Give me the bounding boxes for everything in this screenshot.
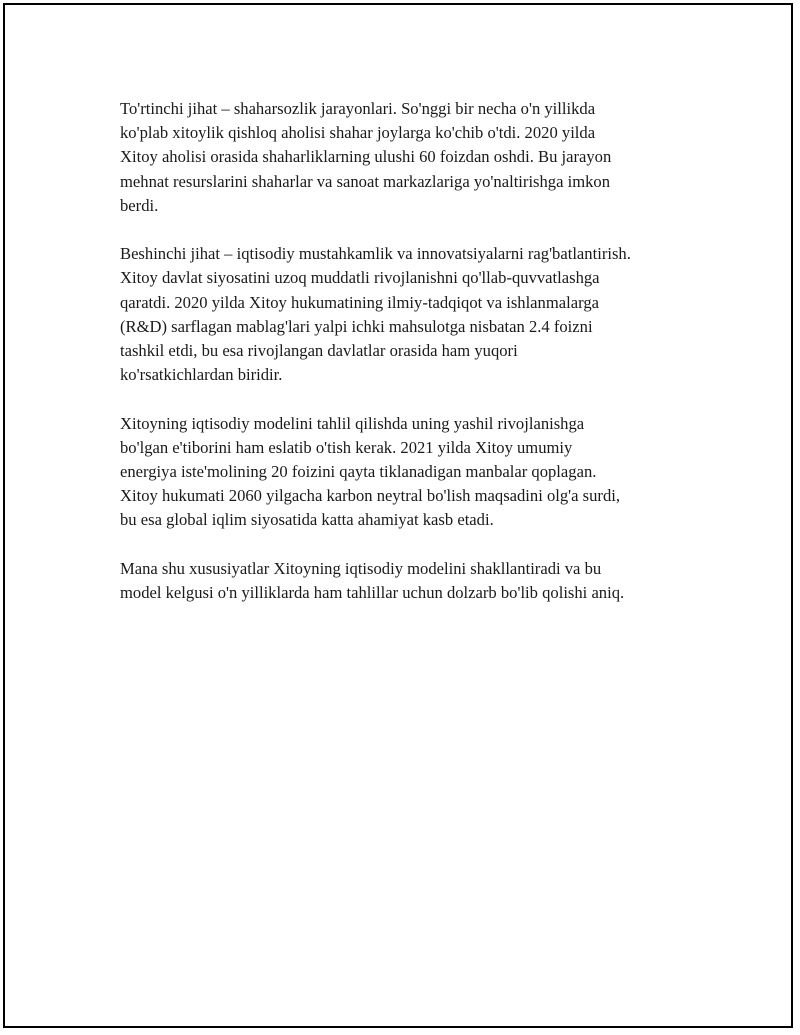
text-line: bu esa global iqlim siyosatida katta ahamiyat kasb etadi. bbox=[120, 510, 494, 530]
paragraph-innovation bbox=[120, 242, 700, 387]
paragraph-green-development bbox=[120, 412, 700, 533]
text-line: qaratdi. 2020 yilda Xitoy hukumatining ilmiy-tadqiqot va ishlanmalarga bbox=[120, 292, 599, 312]
text-line: Xitoyning iqtisodiy modelini tahlil qilishda uning yashil rivojlanishga bbox=[120, 413, 585, 433]
document-page bbox=[3, 3, 793, 1028]
text-line: mehnat resurslarini shaharlar va sanoat markazlariga yo'naltirishga imkon bbox=[120, 171, 611, 191]
text-line: Mana shu xususiyatlar Xitoyning iqtisodiy modelini shakllantiradi va bu bbox=[120, 558, 602, 578]
text-line: tashkil etdi, bu esa rivojlangan davlatlar orasida ham yuqori bbox=[120, 341, 518, 361]
text-line: Xitoy hukumati 2060 yilgacha karbon neytral bo'lish maqsadini olg'a surdi, bbox=[120, 486, 621, 506]
text-line: berdi. bbox=[120, 195, 159, 215]
paragraph-urbanization bbox=[120, 97, 700, 218]
text-line: bo'lgan e'tiborini ham eslatib o'tish kerak. 2021 yilda Xitoy umumiy bbox=[120, 437, 573, 457]
text-line: ko'plab xitoylik qishloq aholisi shahar joylarga ko'chib o'tdi. 2020 yilda bbox=[120, 123, 596, 143]
text-line: (R&D) sarflagan mablag'lari yalpi ichki mahsulotga nisbatan 2.4 foizni bbox=[120, 316, 593, 336]
text-line: Xitoy davlat siyosatini uzoq muddatli rivojlanishni qo'llab-quvvatlashga bbox=[120, 268, 600, 288]
text-line: model kelgusi o'n yilliklarda ham tahlillar uchun dolzarb bo'lib qolishi aniq. bbox=[120, 583, 625, 603]
text-line: Beshinchi jihat – iqtisodiy mustahkamlik va innovatsiyalarni rag'batlantirish. bbox=[120, 244, 631, 264]
text-line: energiya iste'molining 20 foizini qayta tiklanadigan manbalar qoplagan. bbox=[120, 462, 597, 482]
text-line: To'rtinchi jihat – shaharsozlik jarayonlari. So'nggi bir necha o'n yillikda bbox=[120, 99, 596, 118]
text-line: ko'rsatkichlardan biridir. bbox=[120, 365, 283, 385]
paragraph-conclusion bbox=[120, 557, 700, 605]
text-line: Xitoy aholisi orasida shaharliklarning ulushi 60 foizdan oshdi. Bu jarayon bbox=[120, 147, 612, 167]
document-body bbox=[120, 97, 700, 629]
